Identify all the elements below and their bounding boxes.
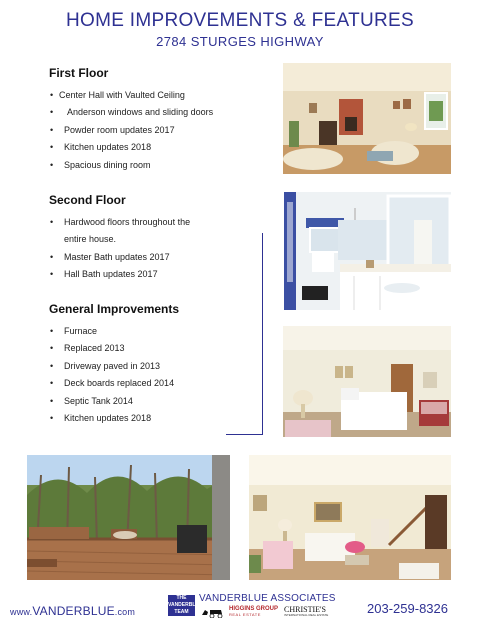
page-subtitle: 2784 STURGES HIGHWAY (156, 34, 324, 49)
deck-photo (27, 455, 230, 580)
brokerage-logo (168, 593, 336, 619)
list-item: • Anderson windows and sliding doors (49, 104, 274, 121)
list-item: • Powder room updates 2017 (49, 122, 274, 139)
carriage-icon (201, 606, 225, 618)
divider-vertical (262, 233, 263, 435)
phone-number[interactable]: 203-259-8326 (367, 601, 448, 616)
list-item: • Kitchen updates 2018 (49, 410, 274, 427)
team-badge (168, 595, 203, 616)
list-item: • Spacious dining room (49, 157, 274, 174)
page-title: HOME IMPROVEMENTS & FEATURES (66, 10, 414, 31)
section-heading: Second Floor (49, 193, 126, 207)
website-prefix: www. (10, 607, 33, 617)
section-heading: General Improvements (49, 302, 180, 316)
list-item: • Driveway paved in 2013 (49, 358, 274, 375)
website-brand: VANDERBLUE (32, 604, 115, 618)
higgins-group-text: HIGGINS GROUP (229, 606, 279, 612)
section-first-floor (49, 66, 274, 174)
intl-real-estate-text: INTERNATIONAL REAL ESTATE (284, 613, 329, 617)
list-item: • Hall Bath updates 2017 (49, 266, 274, 283)
list-item: • Center Hall with Vaulted Ceiling (49, 87, 274, 104)
list-item: • Kitchen updates 2018 (49, 139, 274, 156)
section-heading: First Floor (49, 66, 109, 80)
bedroom-photo (283, 326, 451, 437)
divider-horizontal (226, 434, 263, 435)
badge-line: THE (176, 595, 187, 601)
real-estate-text: REAL ESTATE (229, 612, 261, 617)
living-room-photo (283, 63, 451, 174)
list-item: • Furnace (49, 323, 274, 340)
list-item: • Hardwood floors throughout the (49, 214, 274, 231)
list-item: • Master Bath updates 2017 (49, 249, 274, 266)
badge-line: VANDERBLUE (168, 602, 203, 608)
section-second-floor (49, 193, 274, 284)
website-suffix: .com (114, 607, 136, 617)
christies-text: CHRISTIE'S (284, 605, 326, 614)
list-item: • Replaced 2013 (49, 340, 274, 357)
list-item: • Septic Tank 2014 (49, 393, 274, 410)
list-item: • Deck boards replaced 2014 (49, 375, 274, 392)
bathroom-photo (284, 192, 451, 310)
section-general-improvements (49, 302, 274, 427)
family-room-photo (249, 455, 451, 580)
list-item-continuation: entire house. (64, 234, 117, 245)
website-link[interactable] (10, 604, 135, 618)
badge-line: TEAM (174, 609, 189, 615)
logo-name: VANDERBLUE ASSOCIATES (199, 593, 336, 604)
